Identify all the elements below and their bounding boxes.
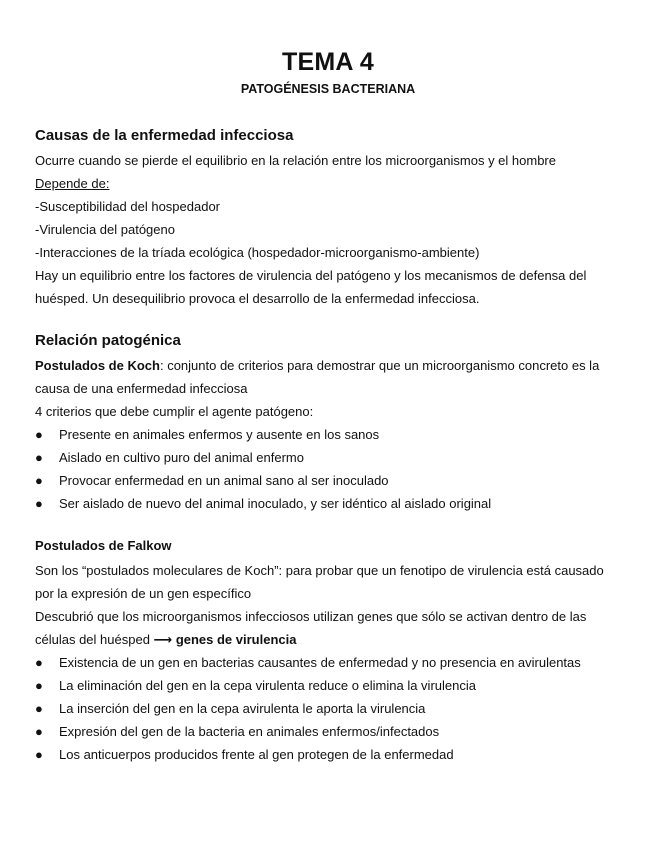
bullet-icon: ●: [35, 655, 43, 670]
arrow-right-icon: ⟶: [153, 632, 173, 647]
bullet-icon: ●: [35, 747, 43, 762]
list-item: ● Presente en animales enfermos y ausente en los sanos: [35, 423, 625, 446]
document-body: [35, 126, 625, 766]
bullet-icon: ●: [35, 450, 43, 465]
bullet-icon: ●: [35, 701, 43, 716]
section-heading-falkow: Postulados de Falkow: [35, 538, 172, 553]
section-heading-relacion: Relación patogénica: [35, 332, 181, 349]
criteria-intro: 4 criterios que debe cumplir el agente patógeno:: [35, 404, 314, 419]
list-item: ● Ser aislado de nuevo del animal inoculado, y ser idéntico al aislado original: [35, 492, 625, 515]
page-subtitle: PATOGÉNESIS BACTERIANA: [240, 82, 416, 96]
list-item: ● Los anticuerpos producidos frente al gen protegen de la enfermedad: [35, 743, 625, 766]
dependency-item: -Virulencia del patógeno: [35, 222, 175, 237]
list-item: ● Provocar enfermedad en un animal sano al ser inoculado: [35, 469, 625, 492]
bullet-icon: ●: [35, 473, 43, 488]
paragraph: Hay un equilibrio entre los factores de virulencia del patógeno y los mecanismos de defensa del huésped. Un desequilibrio provoca el desarrollo de la enfermedad infecciosa.: [35, 268, 587, 306]
list-item: ● Expresión del gen de la bacteria en animales enfermos/infectados: [35, 720, 625, 743]
paragraph: Ocurre cuando se pierde el equilibrio en la relación entre los microorganismos y el hombre: [35, 153, 556, 168]
bullet-icon: ●: [35, 724, 43, 739]
koch-definition: : conjunto de criterios para demostrar que un microorganismo concreto es la causa de una enfermedad infecciosa: [35, 358, 600, 396]
koch-label: Postulados de Koch: [35, 358, 160, 373]
falkow-criteria-list: [35, 651, 625, 766]
koch-criteria-list: [35, 423, 625, 515]
dependency-item: -Interacciones de la tríada ecológica (hospedador-microorganismo-ambiente): [35, 245, 480, 260]
highlight-term: genes de virulencia: [175, 632, 297, 647]
virulence-genes-paragraph: Descubrió que los microorganismos infecciosos utilizan genes que sólo se activan dentro de las células del huésped ⟶ genes de virulencia: [35, 609, 587, 647]
page-title: TEMA 4: [282, 48, 374, 76]
paragraph: Son los “postulados moleculares de Koch”: para probar que un fenotipo de virulencia está causado por la expresión de un gen específico: [35, 563, 604, 601]
bullet-icon: ●: [35, 496, 43, 511]
dependency-item: -Susceptibilidad del hospedador: [35, 199, 221, 214]
section-heading-causas: Causas de la enfermedad infecciosa: [35, 127, 294, 144]
depende-label: Depende de:: [35, 176, 110, 191]
list-item: ● La inserción del gen en la cepa avirulenta le aporta la virulencia: [35, 697, 625, 720]
bullet-icon: ●: [35, 427, 43, 442]
list-item: ● Aislado en cultivo puro del animal enfermo: [35, 446, 625, 469]
bullet-icon: ●: [35, 678, 43, 693]
list-item: ● La eliminación del gen en la cepa virulenta reduce o elimina la virulencia: [35, 674, 625, 697]
list-item: ● Existencia de un gen en bacterias causantes de enfermedad y no presencia en avirulentas: [35, 651, 625, 674]
koch-paragraph: [35, 354, 625, 400]
